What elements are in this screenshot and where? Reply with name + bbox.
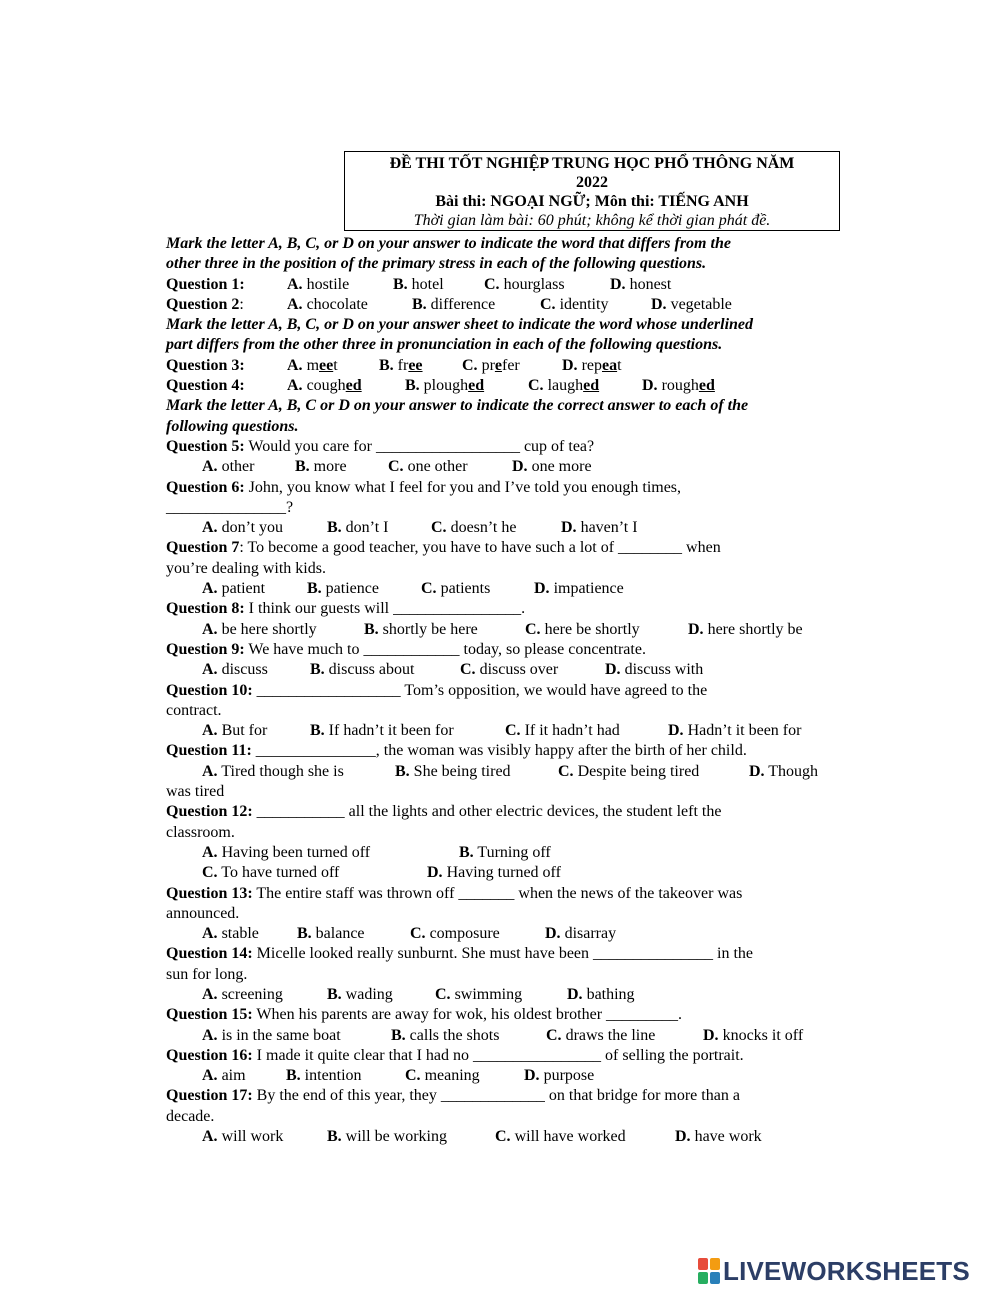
option-b[interactable]: B. ploughed	[405, 377, 485, 395]
option-c[interactable]: C. hourglass	[484, 275, 565, 293]
option-c[interactable]: C. patients	[421, 580, 491, 598]
option-c[interactable]: C. swimming	[435, 985, 523, 1003]
option-a[interactable]: A. coughed	[287, 377, 362, 395]
option-b[interactable]: B. shortly be here	[364, 620, 478, 638]
question-label: Question 15:	[166, 1006, 253, 1024]
question-label: Question 8:	[166, 600, 245, 618]
option-a[interactable]: A. be here shortly	[202, 620, 317, 638]
question-14-options	[166, 985, 846, 1005]
option-a[interactable]: A. patient	[202, 580, 266, 598]
option-c[interactable]: C. Despite being tired	[558, 762, 700, 780]
option-c[interactable]: C. meaning	[405, 1067, 480, 1085]
question-4	[166, 376, 846, 396]
question-12-text-cont: classroom.	[166, 823, 235, 841]
question-text: _______________, the woman was visibly happy after the birth of her child.	[251, 742, 747, 760]
option-b[interactable]: B. patience	[307, 580, 379, 598]
option-b[interactable]: B. intention	[286, 1067, 362, 1085]
option-d[interactable]: D. discuss with	[605, 661, 704, 679]
question-label: Question 3:	[166, 356, 245, 374]
question-15-options	[166, 1026, 846, 1046]
question-10	[166, 681, 846, 701]
question-12-options-ab	[166, 843, 846, 863]
option-c[interactable]: C. will have worked	[495, 1128, 626, 1146]
option-d[interactable]: D. Hadn’t it been for	[668, 722, 802, 740]
question-label: Question 16:	[166, 1046, 253, 1064]
question-label: Question 1:	[166, 275, 245, 293]
question-text: : To become a good teacher, you have to have such a lot of ________ when	[239, 539, 721, 557]
question-11-options	[166, 762, 846, 782]
option-b[interactable]: B. Turning off	[459, 843, 551, 861]
option-c[interactable]: C. To have turned off	[202, 864, 340, 882]
option-c[interactable]: C. If it hadn’t had	[505, 722, 620, 740]
option-a[interactable]: A. stable	[202, 925, 259, 943]
question-label: Question 11:	[166, 742, 252, 760]
instruction-stress-1: Mark the letter A, B, C, or D on your answer to indicate the word that differs from the	[166, 235, 731, 252]
option-b[interactable]: B. If hadn’t it been for	[310, 722, 454, 740]
question-12-options-cd	[166, 863, 846, 883]
exam-title: ĐỀ THI TỐT NGHIỆP TRUNG HỌC PHỔ THÔNG NĂM	[389, 155, 795, 172]
question-label: Question 13:	[166, 884, 253, 902]
option-d[interactable]: D. knocks it off	[703, 1026, 804, 1044]
question-10-text-cont: contract.	[166, 701, 222, 719]
question-12	[166, 802, 846, 822]
question-text: __________________ Tom’s opposition, we would have agreed to the	[252, 681, 708, 699]
question-label: Question 17:	[166, 1087, 253, 1105]
option-d[interactable]: D. purpose	[524, 1067, 595, 1085]
option-b[interactable]: B. calls the shots	[391, 1026, 500, 1044]
question-17-options	[166, 1127, 846, 1147]
option-b[interactable]: B. free	[379, 356, 423, 374]
question-14-text-cont: sun for long.	[166, 965, 248, 983]
option-d[interactable]: D. roughed	[642, 377, 715, 395]
option-b[interactable]: B. She being tired	[395, 762, 511, 780]
question-text: Would you care for __________________ cup of tea?	[244, 437, 595, 455]
option-a[interactable]: A. Tired though she is	[202, 762, 344, 780]
question-10-options	[166, 721, 846, 741]
option-a[interactable]: A. meet	[287, 356, 338, 374]
option-c[interactable]: C. draws the line	[546, 1026, 656, 1044]
instruction-correct-1: Mark the letter A, B, C or D on your answer to indicate the correct answer to each of the	[166, 397, 749, 415]
option-a[interactable]: A. Having been turned off	[202, 843, 371, 861]
question-7	[166, 538, 846, 558]
option-b[interactable]: B. will be working	[327, 1128, 447, 1146]
question-2: Question 2: A. chocolate B. difference C. identity D. vegetable	[166, 295, 846, 315]
exam-year: 2022	[576, 174, 608, 191]
question-label: Question 10:	[166, 681, 253, 699]
question-label: Question 2	[166, 295, 240, 313]
question-3	[166, 356, 846, 376]
question-13	[166, 884, 846, 904]
option-c[interactable]: C. composure	[410, 925, 500, 943]
option-d[interactable]: D. haven’t I	[561, 519, 638, 537]
option-a[interactable]: A. other	[202, 458, 255, 476]
option-c[interactable]: C. one other	[388, 458, 468, 476]
liveworksheets-logo-text: LIVEWORKSHEETS	[723, 1255, 970, 1286]
option-b[interactable]: B. balance	[297, 925, 365, 943]
question-9-options	[166, 660, 846, 680]
option-b[interactable]: B. hotel	[393, 275, 444, 293]
question-text: I made it quite clear that I had no ________________ of selling the portrait.	[252, 1046, 744, 1064]
option-a[interactable]: A. is in the same boat	[202, 1026, 341, 1044]
option-c[interactable]: C. discuss over	[460, 661, 559, 679]
question-label: Question 14:	[166, 945, 253, 963]
question-6-text-cont: _______________?	[166, 498, 294, 516]
option-d[interactable]: D. vegetable	[651, 295, 732, 313]
question-text: We have much to ____________ today, so please concentrate.	[244, 640, 646, 658]
option-d[interactable]: D. disarray	[545, 925, 617, 943]
worksheet-body	[166, 234, 846, 1147]
question-16-options	[166, 1066, 846, 1086]
question-text: Micelle looked really sunburnt. She must have been _______________ in the	[252, 945, 754, 963]
question-1	[166, 275, 846, 295]
question-17-text-cont: decade.	[166, 1107, 215, 1125]
option-a[interactable]: A. hostile	[287, 275, 350, 293]
liveworksheets-logo-icon	[698, 1258, 720, 1284]
liveworksheets-logo[interactable]	[698, 1256, 970, 1286]
question-text: ___________ all the lights and other electric devices, the student left the	[252, 803, 722, 821]
option-d[interactable]: D. have work	[675, 1128, 762, 1146]
question-6	[166, 478, 846, 498]
option-c[interactable]: C. prefer	[462, 356, 520, 374]
option-c[interactable]: C. identity	[540, 295, 609, 313]
option-c[interactable]: C. laughed	[528, 377, 600, 395]
option-d[interactable]: D. bathing	[567, 985, 635, 1003]
exam-header	[344, 151, 840, 231]
option-b[interactable]: B. don’t I	[327, 519, 389, 537]
instruction-stress-2: other three in the position of the primary stress in each of the following questions.	[166, 255, 707, 273]
question-text: By the end of this year, they _____________ on that bridge for more than a	[252, 1087, 740, 1105]
question-label: Question 7	[166, 539, 240, 557]
option-d[interactable]: D. repeat	[562, 356, 622, 374]
option-a[interactable]: A. don’t you	[202, 519, 284, 537]
option-b[interactable]: B. difference	[412, 295, 496, 313]
option-d[interactable]: D. impatience	[534, 580, 624, 598]
option-a[interactable]: A. But for	[202, 722, 268, 740]
question-6-options	[166, 518, 846, 538]
option-c[interactable]: C. doesn’t he	[431, 519, 517, 537]
option-a[interactable]: A. chocolate	[287, 295, 368, 313]
option-b[interactable]: B. more	[295, 458, 347, 476]
instruction-pron-1: Mark the letter A, B, C, or D on your answer sheet to indicate the word whose underlined	[166, 316, 754, 334]
question-text: John, you know what I feel for you and I’ve told you enough times,	[244, 478, 682, 496]
option-b[interactable]: B. wading	[327, 985, 393, 1003]
question-13-text-cont: announced.	[166, 904, 240, 922]
instruction-pron-2: part differs from the other three in pronunciation in each of the following questions.	[166, 336, 723, 354]
question-13-options	[166, 924, 846, 944]
question-label: Question 9:	[166, 640, 245, 658]
option-d[interactable]: D. Having turned off	[427, 864, 561, 882]
question-16	[166, 1046, 846, 1066]
option-a[interactable]: A. discuss	[202, 661, 268, 679]
question-label: Question 4:	[166, 377, 245, 395]
question-label: Question 12:	[166, 803, 253, 821]
question-text: I think our guests will ________________.	[244, 600, 526, 618]
option-d[interactable]: D. honest	[610, 275, 672, 293]
option-b[interactable]: B. discuss about	[310, 661, 415, 679]
exam-time-note: Thời gian làm bài: 60 phút; không kể thời gian phát đề.	[413, 212, 771, 229]
option-d[interactable]: D. here shortly be	[688, 620, 803, 638]
option-c[interactable]: C. here be shortly	[525, 620, 640, 638]
question-7-text-cont: you’re dealing with kids.	[166, 559, 326, 577]
question-7-options	[166, 579, 846, 599]
question-9	[166, 640, 846, 660]
question-8-options	[166, 620, 846, 640]
option-a[interactable]: A. will work	[202, 1128, 284, 1146]
question-17	[166, 1086, 846, 1106]
question-label: Question 6:	[166, 478, 245, 496]
question-label: Question 5:	[166, 437, 245, 455]
exam-subject: Bài thi: NGOẠI NGỮ; Môn thi: TIẾNG ANH	[435, 193, 749, 210]
question-14	[166, 944, 846, 964]
question-text: The entire staff was thrown off _______ when the news of the takeover was	[252, 884, 743, 902]
question-15	[166, 1005, 846, 1025]
option-d[interactable]: D. one more	[512, 458, 592, 476]
option-d-cont: was tired	[166, 783, 225, 801]
option-a[interactable]: A. screening	[202, 985, 283, 1003]
question-5	[166, 437, 846, 457]
question-8	[166, 599, 846, 619]
question-5-options	[166, 457, 846, 477]
instruction-correct-2: following questions.	[166, 417, 299, 435]
option-a[interactable]: A. aim	[202, 1067, 246, 1085]
question-11	[166, 741, 846, 761]
option-d[interactable]: D. Though	[749, 762, 819, 780]
question-text: When his parents are away for wok, his oldest brother _________.	[252, 1006, 683, 1024]
